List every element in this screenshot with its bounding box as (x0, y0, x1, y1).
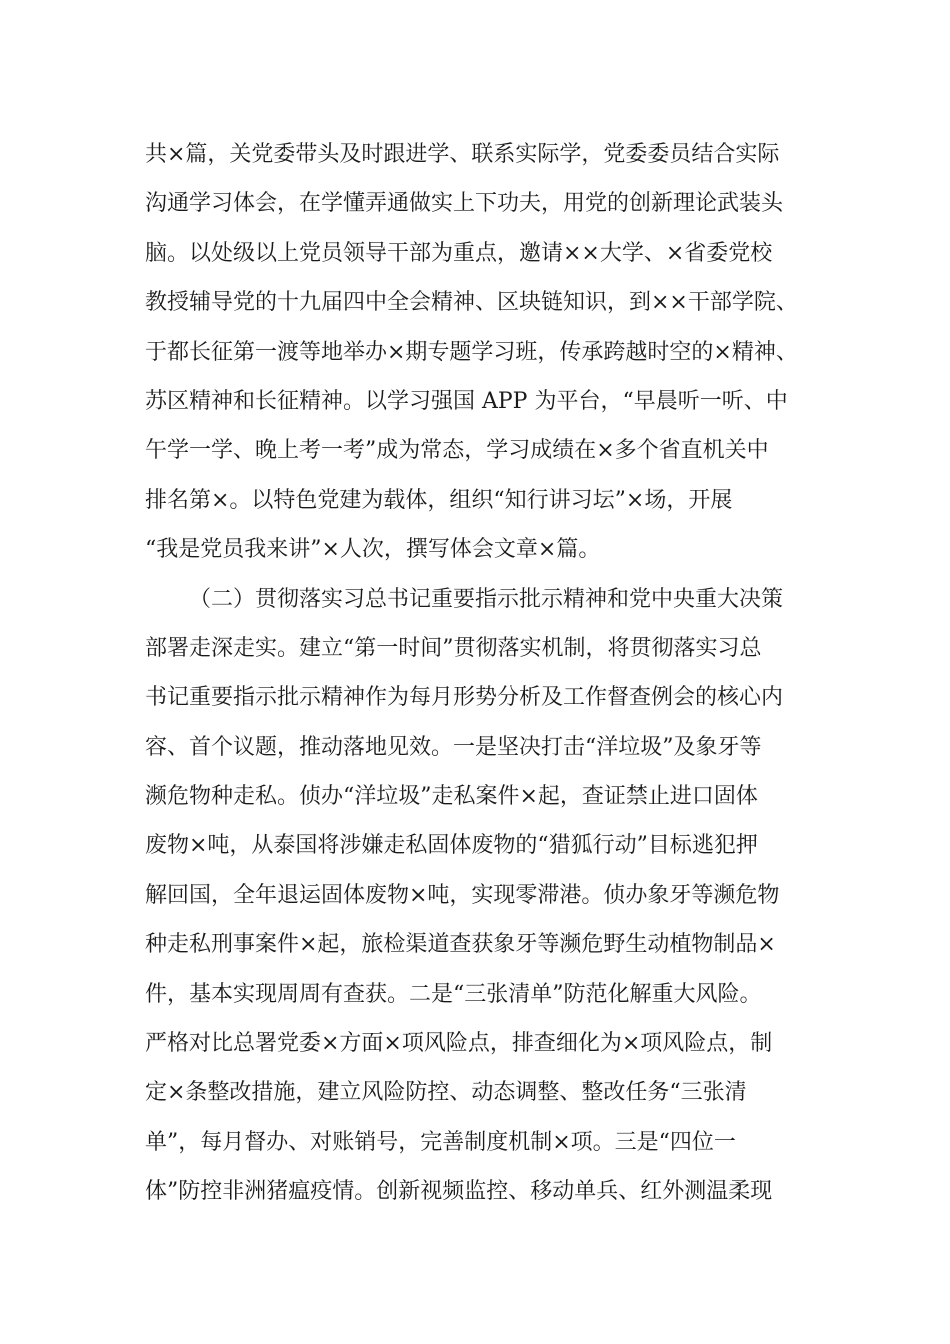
text-line: 定×条整改措施，建立风险防控、动态调整、整改任务“三张清 (145, 1080, 747, 1106)
text-line: 容、首个议题，推动落地见效。一是坚决打击“洋垃圾”及象牙等 (145, 734, 762, 760)
text-line: 午学一学、晚上考一考”成为常态，学习成绩在×多个省直机关中 (145, 438, 769, 464)
text-line: 共×篇，关党委带头及时跟进学、联系实际学，党委委员结合实际 (145, 142, 780, 167)
text-line: “我是党员我来讲”×人次，撰写体会文章×篇。 (145, 537, 601, 563)
text-line: 苏区精神和长征精神。以学习强国 APP 为平台，“早晨听一听、中 (145, 388, 788, 414)
text-line: 种走私刑事案件×起，旅检渠道查获象牙等濒危野生动植物制品× (145, 932, 776, 958)
text-line: 沟通学习体会，在学懂弄通做实上下功夫，用党的创新理论武装头 (145, 191, 784, 217)
text-line: 单”，每月督办、对账销号，完善制度机制×项。三是“四位一 (145, 1129, 736, 1155)
text-line: 体”防控非洲猪瘟疫情。创新视频监控、移动单兵、红外测温柔现 (145, 1179, 773, 1205)
text-line: 教授辅导党的十九届四中全会精神、区块链知识，到××干部学院、 (145, 290, 798, 316)
section-heading-line: （二）贯彻落实习总书记重要指示批示精神和党中央重大决策 (189, 586, 784, 612)
text-line: 件，基本实现周周有查获。二是“三张清单”防范化解重大风险。 (145, 981, 762, 1007)
text-line: 废物×吨，从泰国将涉嫌走私固体废物的“猎狐行动”目标逃犯押 (145, 833, 758, 859)
text-line: 于都长征第一渡等地举办×期专题学习班，传承跨越时空的×精神、 (145, 339, 798, 365)
text-line: 解回国，全年退运固体废物×吨，实现零滞港。侦办象牙等濒危物 (145, 882, 780, 908)
text-line: 脑。以处级以上党员领导干部为重点，邀请××大学、×省委党校 (145, 240, 773, 266)
text-line: 部署走深走实。建立“第一时间”贯彻落实机制，将贯彻落实习总 (145, 635, 762, 661)
text-line: 书记重要指示批示精神作为每月形势分析及工作督查例会的核心内 (145, 685, 784, 711)
text-line: 濒危物种走私。侦办“洋垃圾”走私案件×起，查证禁止进口固体 (145, 784, 758, 810)
document-body (145, 130, 845, 1217)
text-line: 排名第×。以特色党建为载体，组织“知行讲习坛”×场，开展 (145, 487, 733, 513)
text-line: 严格对比总署党委×方面×项风险点，排查细化为×项风险点，制 (145, 1031, 773, 1057)
